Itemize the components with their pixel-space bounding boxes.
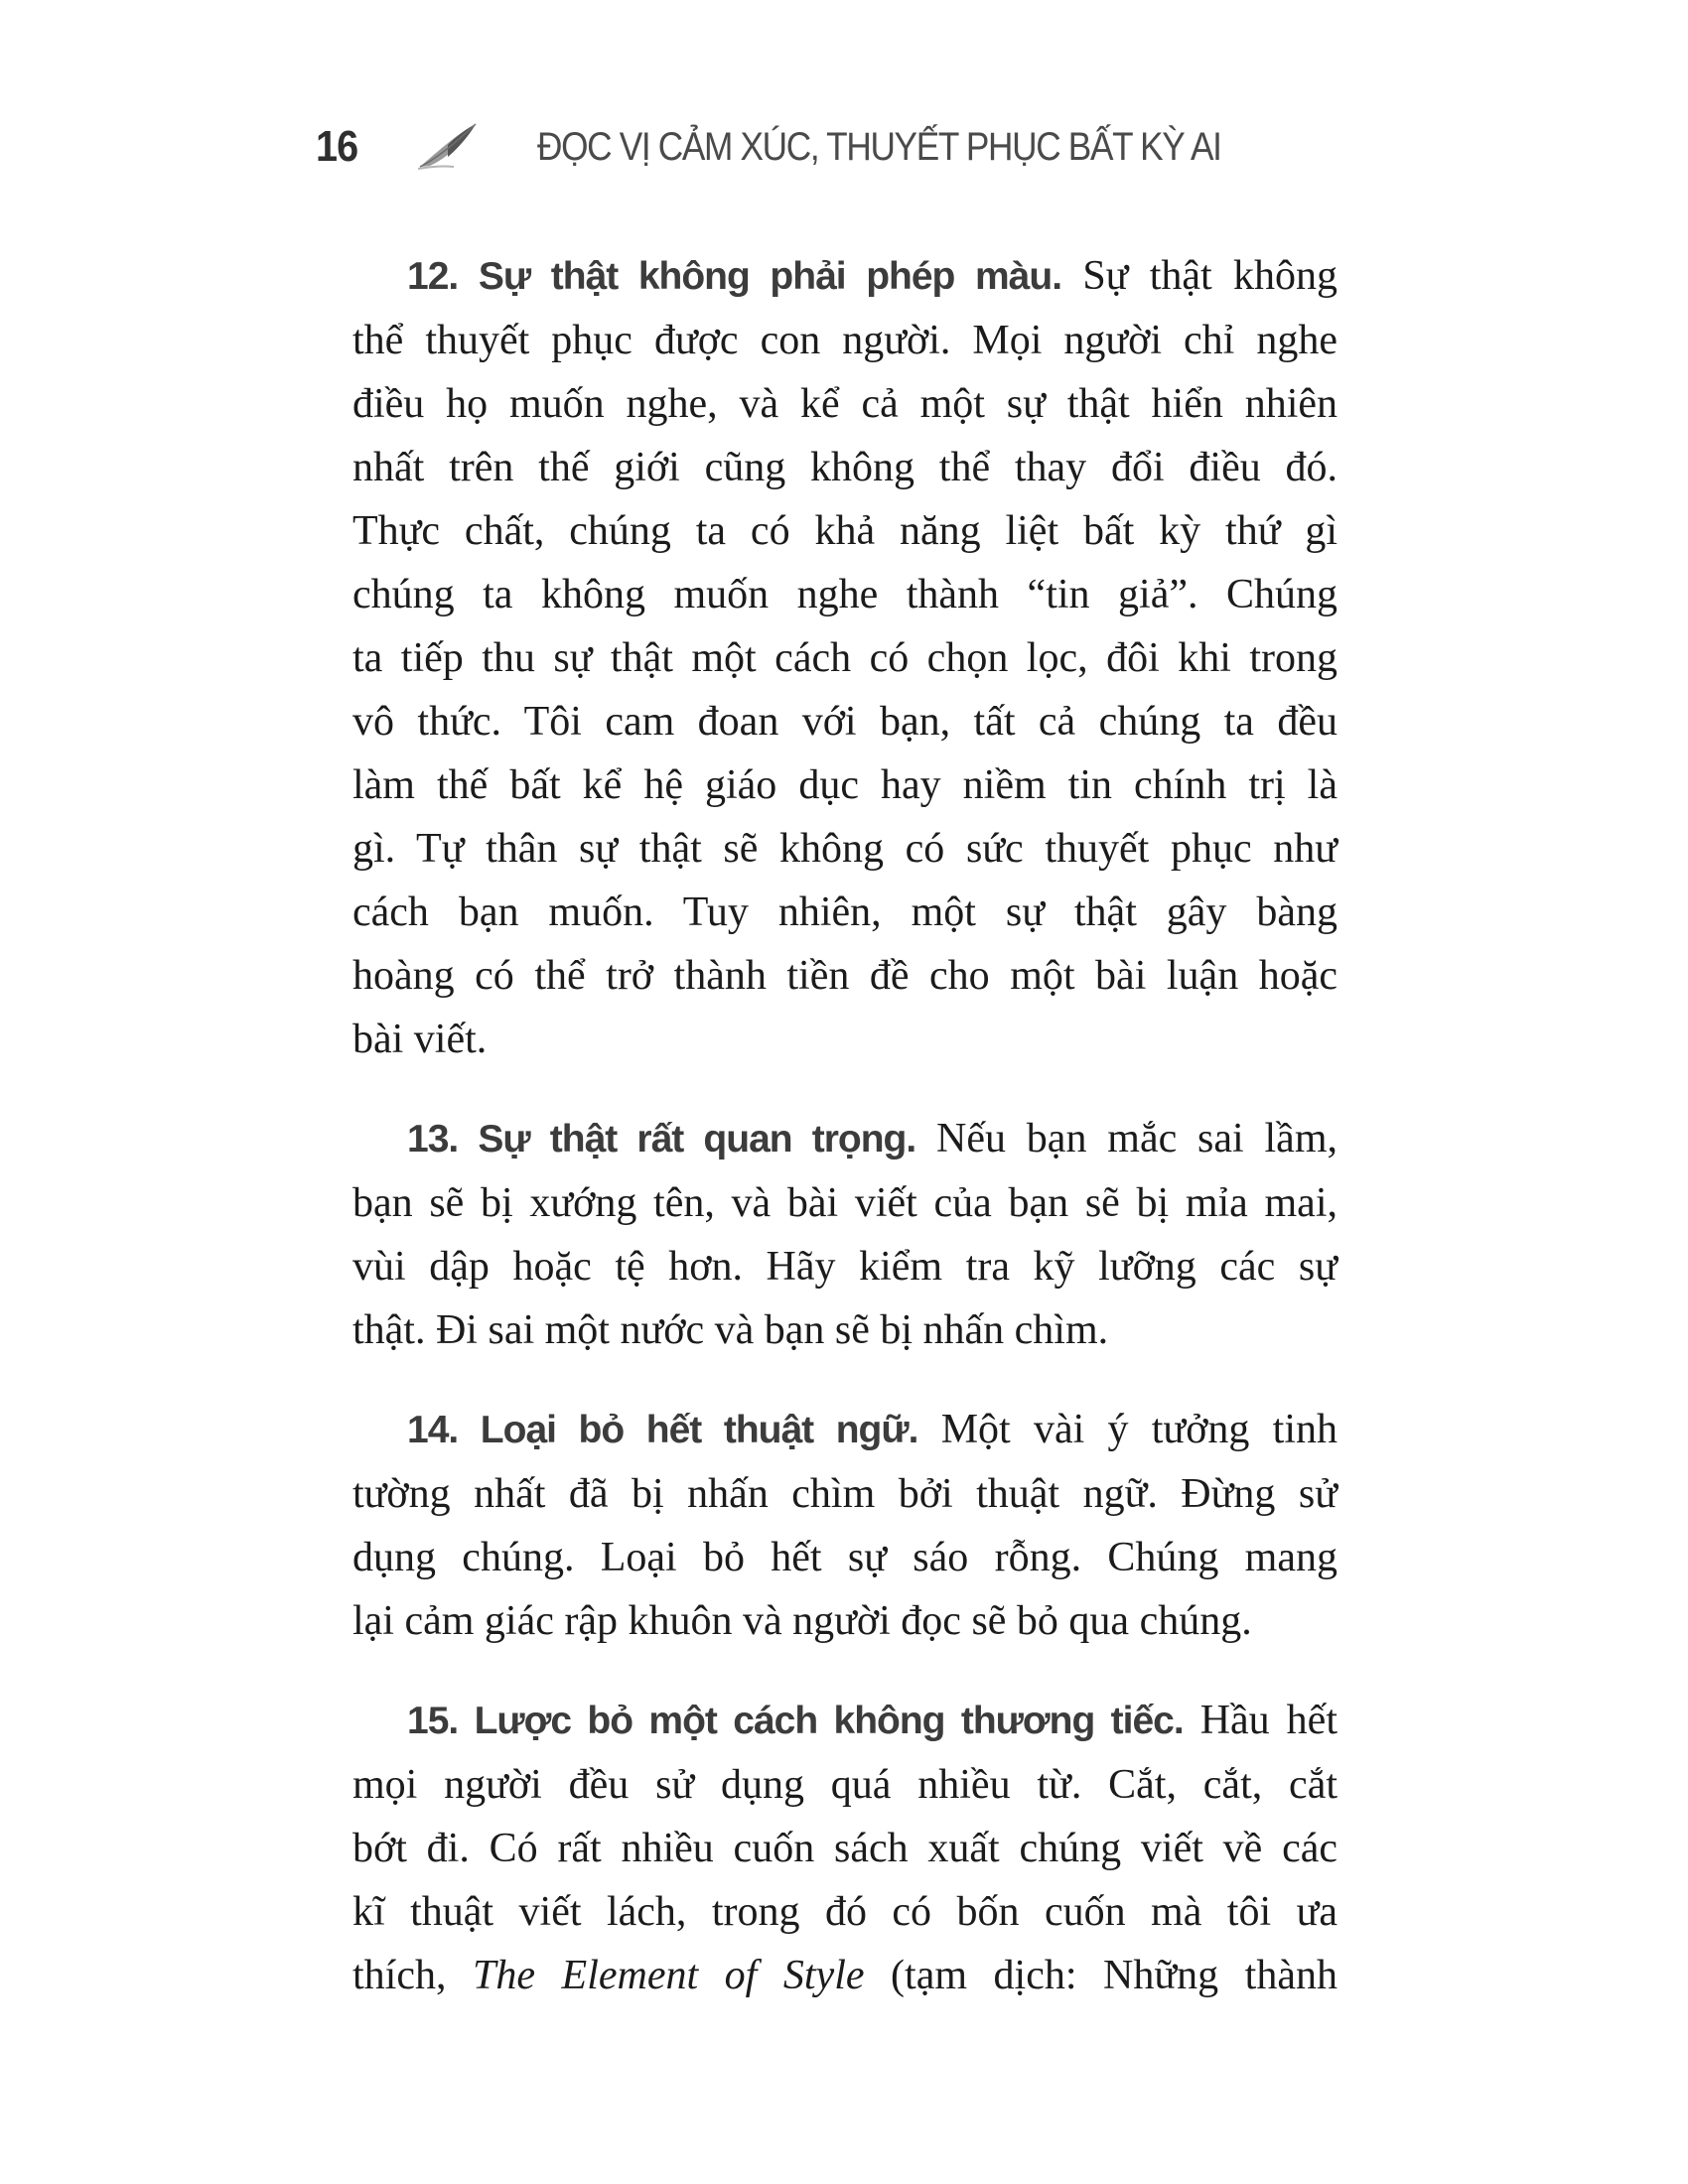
text-line [352, 1298, 1337, 1362]
text-line [352, 1880, 1337, 1944]
text-line [352, 944, 1337, 1008]
paragraph [352, 1398, 1337, 1653]
text-segment: thích, [352, 1953, 474, 1998]
text-segment: lại cảm giác rập khuôn và người đọc sẽ bỏ qua chúng. [352, 1598, 1252, 1644]
text-segment: Một vài ý tưởng tinh [917, 1407, 1337, 1452]
page-number: 16 [316, 122, 358, 171]
text-line [352, 1689, 1337, 1753]
text-line [352, 244, 1337, 309]
text-segment: kĩ thuật viết lách, trong đó có bốn cuốn mà tôi ưa [352, 1889, 1337, 1935]
text-segment: làm thế bất kể hệ giáo dục hay niềm tin chính trị là [352, 762, 1337, 808]
paragraph-lead: 15. Lược bỏ một cách không thương tiếc. [407, 1700, 1184, 1742]
text-segment: bớt đi. Có rất nhiều cuốn sách xuất chúng viết về các [352, 1826, 1337, 1871]
text-segment: vô thức. Tôi cam đoan với bạn, tất cả chúng ta đều [352, 699, 1337, 745]
text-line [352, 499, 1337, 563]
text-segment: Thực chất, chúng ta có khả năng liệt bất kỳ thứ gì [352, 508, 1337, 554]
text-line [352, 1107, 1337, 1171]
text-segment: ta tiếp thu sự thật một cách có chọn lọc, đôi khi trong [352, 635, 1337, 681]
text-line [352, 1462, 1337, 1526]
book-title-italic: The Element of Style [473, 1953, 865, 1998]
text-line [352, 1753, 1337, 1817]
text-segment: hoàng có thể trở thành tiền đề cho một bài luận hoặc [352, 953, 1337, 999]
text-line [352, 1526, 1337, 1589]
text-segment: chúng ta không muốn nghe thành “tin giả”. Chúng [352, 572, 1337, 617]
text-line [352, 1398, 1337, 1462]
running-header-title: ĐỌC VỊ CẢM XÚC, THUYẾT PHỤC BẤT KỲ AI [536, 124, 1221, 169]
text-segment: thật. Đi sai một nước và bạn sẽ bị nhấn chìm. [352, 1307, 1109, 1353]
paragraph [352, 244, 1337, 1071]
text-segment: gì. Tự thân sự thật sẽ không có sức thuyết phục như [352, 826, 1337, 872]
text-line [352, 1944, 1337, 2007]
text-line [352, 881, 1337, 944]
text-line [352, 563, 1337, 626]
text-segment: dụng chúng. Loại bỏ hết sự sáo rỗng. Chúng mang [352, 1535, 1337, 1580]
text-line [352, 436, 1337, 499]
text-line [352, 1008, 1337, 1071]
text-segment: cách bạn muốn. Tuy nhiên, một sự thật gây bàng [352, 889, 1337, 935]
text-line [352, 309, 1337, 372]
text-line [352, 690, 1337, 753]
text-segment: điều họ muốn nghe, và kể cả một sự thật hiển nhiên [352, 381, 1337, 427]
text-segment: vùi dập hoặc tệ hơn. Hãy kiểm tra kỹ lưỡng các sự [352, 1244, 1337, 1290]
text-line [352, 1589, 1337, 1653]
text-line [352, 1235, 1337, 1298]
page-body-text [352, 244, 1337, 2007]
text-line [352, 817, 1337, 881]
text-segment: nhất trên thế giới cũng không thể thay đổi điều đó. [352, 445, 1337, 490]
text-segment: bạn sẽ bị xướng tên, và bài viết của bạn sẽ bị mỉa mai, [352, 1180, 1337, 1226]
text-segment: Sự thật không [1061, 253, 1337, 299]
text-line [352, 1171, 1337, 1235]
text-segment: thể thuyết phục được con người. Mọi người chỉ nghe [352, 318, 1337, 363]
text-segment: mọi người đều sử dụng quá nhiều từ. Cắt, cắt, cắt [352, 1762, 1337, 1808]
text-line [352, 753, 1337, 817]
text-segment: Nếu bạn mắc sai lầm, [915, 1116, 1337, 1161]
text-segment: bài viết. [352, 1017, 488, 1062]
text-line [352, 1817, 1337, 1880]
quill-icon [410, 121, 486, 173]
text-segment: tường nhất đã bị nhấn chìm bởi thuật ngữ. Đừng sử [352, 1471, 1337, 1517]
text-segment: (tạm dịch: Những thành [864, 1953, 1337, 1998]
paragraph-lead: 14. Loại bỏ hết thuật ngữ. [407, 1409, 918, 1451]
paragraph [352, 1107, 1337, 1362]
running-header [316, 121, 1314, 173]
text-line [352, 372, 1337, 436]
text-segment: Hầu hết [1183, 1698, 1337, 1743]
text-line [352, 626, 1337, 690]
paragraph-lead: 12. Sự thật không phải phép màu. [407, 255, 1062, 298]
paragraph-lead: 13. Sự thật rất quan trọng. [407, 1118, 916, 1160]
paragraph [352, 1689, 1337, 2007]
